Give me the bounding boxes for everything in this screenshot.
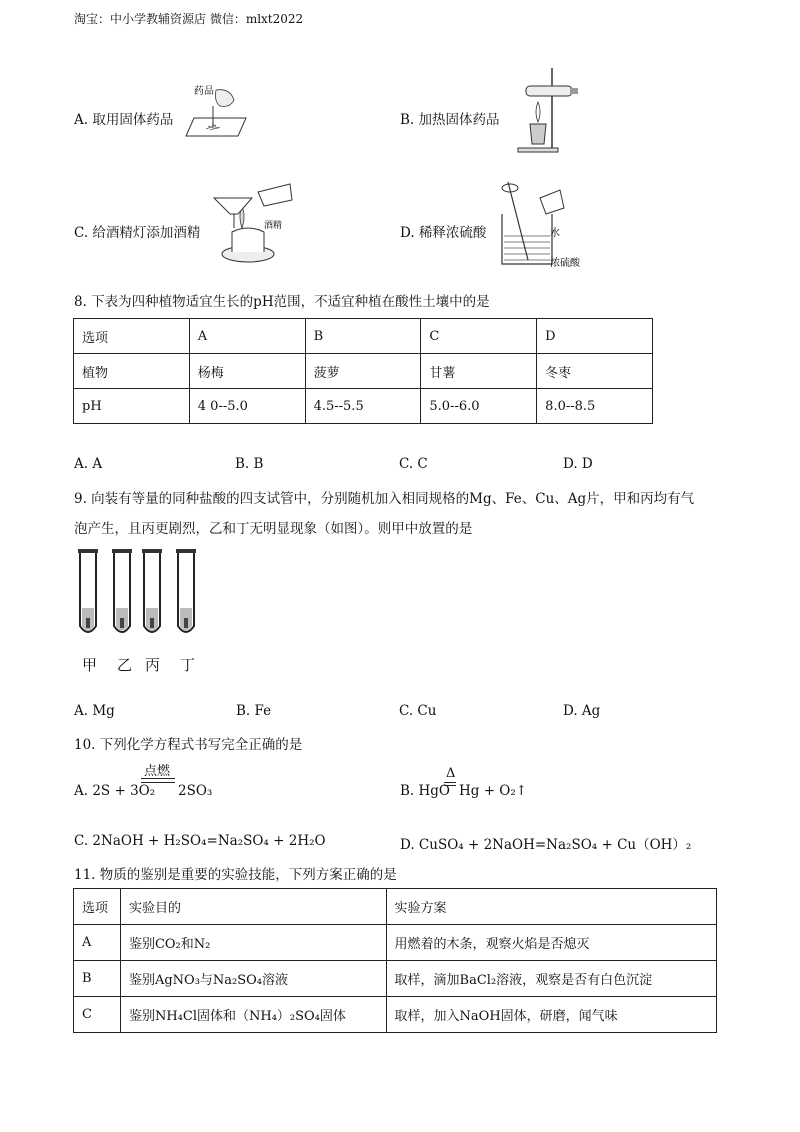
q10-option-c: C. 2NaOH + H₂SO₄=Na₂SO₄ + 2H₂O (74, 833, 326, 849)
q10-option-d: D. CuSO₄ + 2NaOH=Na₂SO₄ + Cu（OH）₂ (400, 837, 692, 853)
q11-table-cell: B (74, 961, 121, 997)
q8-option-a: A. A (74, 456, 103, 472)
q8-table-row (74, 354, 653, 389)
q9-option-c: C. Cu (399, 703, 437, 719)
q8-table-cell: 4 0--5.0 (189, 389, 305, 424)
q8-table-cell: 冬枣 (537, 354, 653, 389)
test-tube-rim (78, 549, 98, 553)
q10-a-right: 2SO₃ (178, 783, 213, 799)
q11-table-cell: A (74, 925, 121, 961)
q8-table-cell: 选项 (74, 319, 190, 354)
q10-b-left: B. HgO (400, 783, 450, 799)
q11-table-row (74, 889, 717, 925)
q8-table-cell: 菠萝 (305, 354, 421, 389)
q8-table-cell: C (421, 319, 537, 354)
tube-label-yi: 乙 (117, 656, 133, 674)
q11-table-cell: 取样，滴加BaCl₂溶液，观察是否有白色沉淀 (386, 961, 716, 997)
q10-a-left: A. 2S + 3O₂ (74, 783, 156, 799)
q11-table (73, 888, 717, 1033)
q8-table-cell: 甘薯 (421, 354, 537, 389)
q8-table-cell: B (305, 319, 421, 354)
q8-table (73, 318, 653, 424)
fig-c-label: 酒精 (264, 221, 283, 231)
option-d: D. 稀释浓硫酸 (400, 225, 487, 241)
q8-table-cell: pH (74, 389, 190, 424)
q11-table-cell: C (74, 997, 121, 1033)
q11-table-cell: 取样，加入NaOH固体，研磨，闻气味 (386, 997, 716, 1033)
q8-option-b: B. B (235, 456, 264, 472)
page-header: 淘宝：中小学教辅资源店 微信：mlxt2022 (74, 12, 304, 26)
q8-table-cell: 8.0--8.5 (537, 389, 653, 424)
q11-table-cell: 选项 (74, 889, 121, 925)
q8-stem: 8. 下表为四种植物适宜生长的pH范围，不适宜种植在酸性土壤中的是 (74, 294, 490, 310)
q8-table-cell: 5.0--6.0 (421, 389, 537, 424)
q11-table-row (74, 997, 717, 1033)
q8-option-c: C. C (399, 456, 428, 472)
q11-table-cell: 实验目的 (120, 889, 386, 925)
q8-table-cell: 4.5--5.5 (305, 389, 421, 424)
q11-table-cell: 鉴别NH₄Cl固体和（NH₄）₂SO₄固体 (120, 997, 386, 1033)
metal-piece (86, 618, 90, 628)
fig-d-label-water: 水 (550, 228, 560, 239)
metal-piece (150, 618, 154, 628)
tube-label-bing: 丙 (145, 656, 161, 674)
q8-table-cell: 植物 (74, 354, 190, 389)
q11-table-cell: 鉴别AgNO₃与Na₂SO₄溶液 (120, 961, 386, 997)
test-tube-rim (142, 549, 162, 553)
q10-b-equals (444, 782, 456, 786)
q11-table-row (74, 961, 717, 997)
option-c: C. 给酒精灯添加酒精 (74, 225, 201, 241)
q9-option-b: B. Fe (236, 703, 272, 719)
q9-stem-line1: 9. 向装有等量的同种盐酸的四支试管中，分别随机加入相同规格的Mg、Fe、Cu、Ag片，甲和丙均有气 (74, 491, 695, 507)
q9-option-d: D. Ag (563, 703, 601, 719)
test-tube-rim (176, 549, 196, 553)
q9-option-a: A. Mg (74, 703, 115, 719)
fig-d-label-acid: 浓硫酸 (550, 258, 580, 269)
q11-stem: 11. 物质的鉴别是重要的实验技能，下列方案正确的是 (74, 867, 397, 883)
option-b: B. 加热固体药品 (400, 112, 500, 128)
option-a: A. 取用固体药品 (74, 112, 174, 128)
q9-stem-line2: 泡产生，且丙更剧烈，乙和丁无明显现象（如图）。则甲中放置的是 (74, 521, 473, 537)
q11-table-cell: 用燃着的木条，观察火焰是否熄灭 (386, 925, 716, 961)
figure-test-tubes (72, 546, 202, 642)
figure-heat-solid (512, 64, 588, 154)
q8-option-d: D. D (563, 456, 593, 472)
q11-table-cell: 鉴别CO₂和N₂ (120, 925, 386, 961)
q8-table-cell: 杨梅 (189, 354, 305, 389)
q8-table-cell: A (189, 319, 305, 354)
q10-a-condition: 点燃 (144, 764, 171, 779)
q11-table-cell: 实验方案 (386, 889, 716, 925)
q10-stem: 10. 下列化学方程式书写完全正确的是 (74, 737, 303, 753)
test-tube-rim (112, 549, 132, 553)
metal-piece (120, 618, 124, 628)
figure-add-alcohol (208, 180, 298, 268)
tube-label-jia: 甲 (82, 656, 98, 674)
q10-b-condition: Δ (446, 766, 456, 781)
q10-a-equals (141, 778, 175, 783)
q8-table-row (74, 389, 653, 424)
q8-table-cell: D (537, 319, 653, 354)
q10-b-right: Hg + O₂↑ (459, 783, 528, 799)
fig-a-label: 药品 (194, 86, 214, 97)
figure-dilute-acid (494, 174, 590, 272)
figure-take-solid (180, 84, 250, 142)
metal-piece (184, 618, 188, 628)
tube-label-ding: 丁 (180, 656, 196, 674)
q11-table-row (74, 925, 717, 961)
q8-table-row (74, 319, 653, 354)
